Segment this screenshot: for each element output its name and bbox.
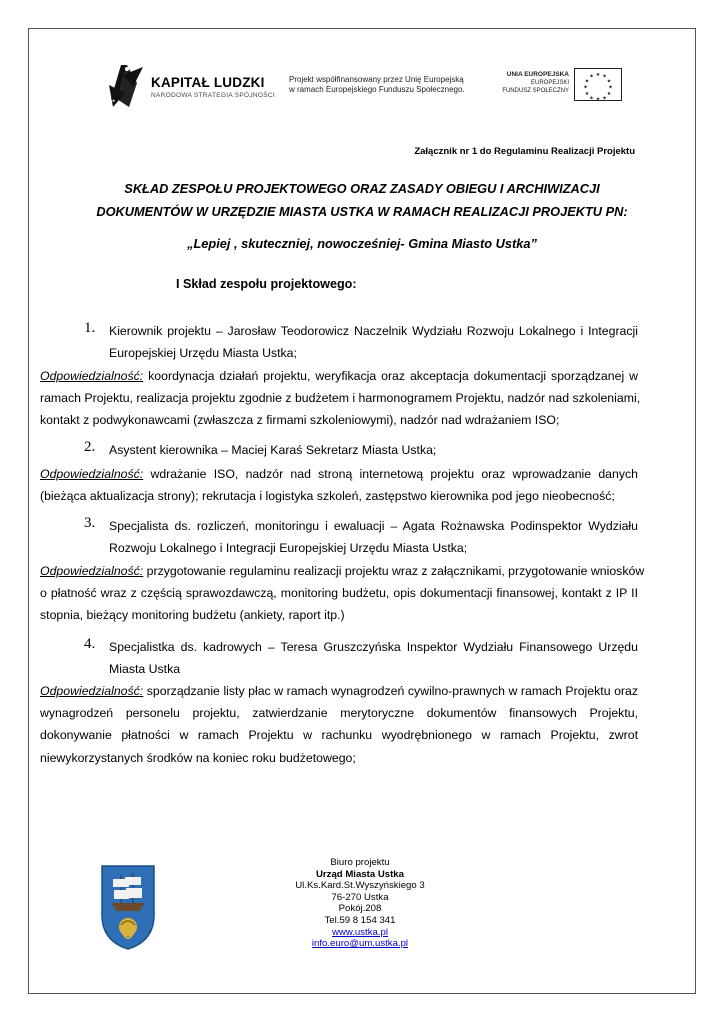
svg-text:★: ★ [584, 90, 590, 97]
responsibility-line [40, 467, 638, 481]
header-logos [103, 55, 633, 113]
cofinance-line: w ramach Europejskiego Funduszu Społecznego. [289, 85, 465, 94]
responsibility-label: Odpowiedzialność: [40, 684, 144, 698]
kapital-ludzki-emblem-icon [103, 55, 147, 113]
member-role-line: Rozwoju Lokalnego i Integracji Europejskiej Urzędu Miasta Ustka; [109, 541, 468, 555]
member-number: 4. [84, 636, 96, 652]
svg-text:★: ★ [602, 95, 607, 100]
member-role-line: Specjalistka ds. kadrowych – Teresa Gruszczyńska Inspektor Wydziału Finansowego Urzędu [109, 640, 638, 654]
responsibility-line: wynagrodzeń personelu projektu, zatwierdzanie merytoryczne dokumentów finansowych Projektu, [40, 706, 638, 720]
logo-subtitle: NARODOWA STRATEGIA SPÓJNOŚCI [151, 92, 275, 99]
footer-office: Biuro projektu [330, 857, 390, 868]
member-number: 3. [84, 515, 96, 531]
responsibility-text: przygotowanie regulaminu realizacji projektu wraz z załącznikami, przygotowanie wniosków [143, 564, 645, 578]
member-number: 1. [84, 320, 96, 336]
svg-text:★: ★ [608, 84, 613, 91]
responsibility-label: Odpowiedzialność: [40, 369, 144, 383]
responsibility-line [40, 684, 638, 698]
eu-label-line: FUNDUSZ SPOŁECZNY [502, 88, 569, 94]
responsibility-text: koordynacja działań projektu, weryfikacja oraz akceptacja dokumentacji sporządzanej w [143, 369, 638, 383]
section-heading: I Skład zespołu projektowego: [176, 277, 357, 291]
responsibility-line: niewykorzystanych środków na koniec roku budżetowego; [40, 751, 356, 765]
website-link[interactable]: www.ustka.pl [332, 926, 388, 938]
eu-flag-icon [574, 68, 622, 101]
logo-name: KAPITAŁ LUDZKI [151, 75, 265, 90]
svg-text:★: ★ [589, 73, 594, 80]
responsibility-label: Odpowiedzialność: [40, 564, 144, 578]
document-title-line: DOKUMENTÓW W URZĘDZIE MIASTA USTKA W RAMACH REALIZACJI PROJEKTU PN: [96, 204, 628, 219]
ustka-crest-icon [99, 863, 157, 951]
footer-city: 76-270 Ustka [331, 891, 389, 903]
responsibility-line [40, 564, 645, 578]
project-name: „Lepiej , skuteczniej, nowocześniej- Gmina Miasto Ustka” [187, 236, 537, 251]
responsibility-text: wdrażanie ISO, nadzór nad stroną internetową projektu oraz wprowadzanie danych [143, 467, 638, 481]
svg-text:★: ★ [606, 78, 612, 85]
responsibility-line: (bieżąca aktualizacja strony); rekrutacja i logistyka szkoleń, zastępstwo kierownika pod jego nieobecność; [40, 489, 615, 503]
cofinance-line: Projekt współfinansowany przez Unię Europejską [289, 75, 464, 84]
responsibility-line: ramach Projektu, realizacja projektu zgodnie z budżetem i harmonogramem Projektu, nadzór nad szkoleniami, [40, 391, 641, 405]
member-role-line: Europejskiej Urzędu Miasta Ustka; [109, 346, 297, 360]
responsibility-line: stopnia, bieżący monitoring budżetu (ankiety, raport itp.) [40, 608, 345, 622]
eu-label [501, 71, 569, 95]
footer-organization: Urząd Miasta Ustka [316, 868, 404, 880]
footer-street: Ul.Ks.Kard.St.Wyszyńskiego 3 [295, 880, 425, 892]
svg-text:★: ★ [589, 95, 594, 100]
footer-contact [220, 857, 500, 950]
svg-text:★: ★ [606, 90, 612, 97]
footer-room: Pokój.208 [338, 903, 382, 915]
page-frame [28, 28, 696, 994]
responsibility-line [40, 369, 638, 383]
responsibility-label: Odpowiedzialność: [40, 467, 144, 481]
footer-phone: Tel.59 8 154 341 [324, 914, 396, 926]
kapital-ludzki-logo [103, 55, 278, 113]
annex-note: Załącznik nr 1 do Regulaminu Realizacji Projektu [414, 146, 635, 157]
svg-text:★: ★ [584, 78, 590, 85]
eu-label-line: EUROPEJSKI [530, 80, 569, 86]
cofinance-note [289, 75, 489, 95]
responsibility-line: dokonywanie płatności w ramach Projektu w rachunku wyodrębnionego w ramach Projektu, zwrot [40, 728, 638, 742]
member-role-line: Miasta Ustka [109, 662, 181, 676]
svg-text:★: ★ [583, 84, 588, 91]
svg-text:★: ★ [595, 96, 601, 100]
eu-label-line: UNIA EUROPEJSKA [506, 71, 569, 78]
member-role-line: Kierownik projektu – Jarosław Teodorowicz Naczelnik Wydziału Rozwoju Lokalnego i Integracji [109, 324, 638, 338]
member-role-line: Asystent kierownika – Maciej Karaś Sekretarz Miasta Ustka; [109, 443, 437, 457]
member-role-line: Specjalista ds. rozliczeń, monitoringu i ewaluacji – Agata Rożnawska Podinspektor Wydziału [109, 519, 638, 533]
svg-text:★: ★ [602, 73, 607, 80]
svg-text:★: ★ [595, 72, 601, 78]
document-title-line: SKŁAD ZESPOŁU PROJEKTOWEGO ORAZ ZASADY OBIEGU I ARCHIWIZACJI [124, 181, 600, 196]
responsibility-line: o płatność wraz z częścią sprawozdawczą, monitoring budżetu, opis dokumentacji finansowej, kontakt z IP II [40, 586, 638, 600]
responsibility-line: kontakt z podwykonawcami (zwłaszcza z firmami szkoleniowymi), nadzór nad wdrażaniem ISO; [40, 413, 560, 427]
email-link[interactable]: info.euro@um.ustka.pl [311, 938, 409, 950]
member-number: 2. [84, 439, 96, 455]
responsibility-text: sporządzanie listy płac w ramach wynagrodzeń cywilno-prawnych w ramach Projektu oraz [143, 684, 638, 698]
